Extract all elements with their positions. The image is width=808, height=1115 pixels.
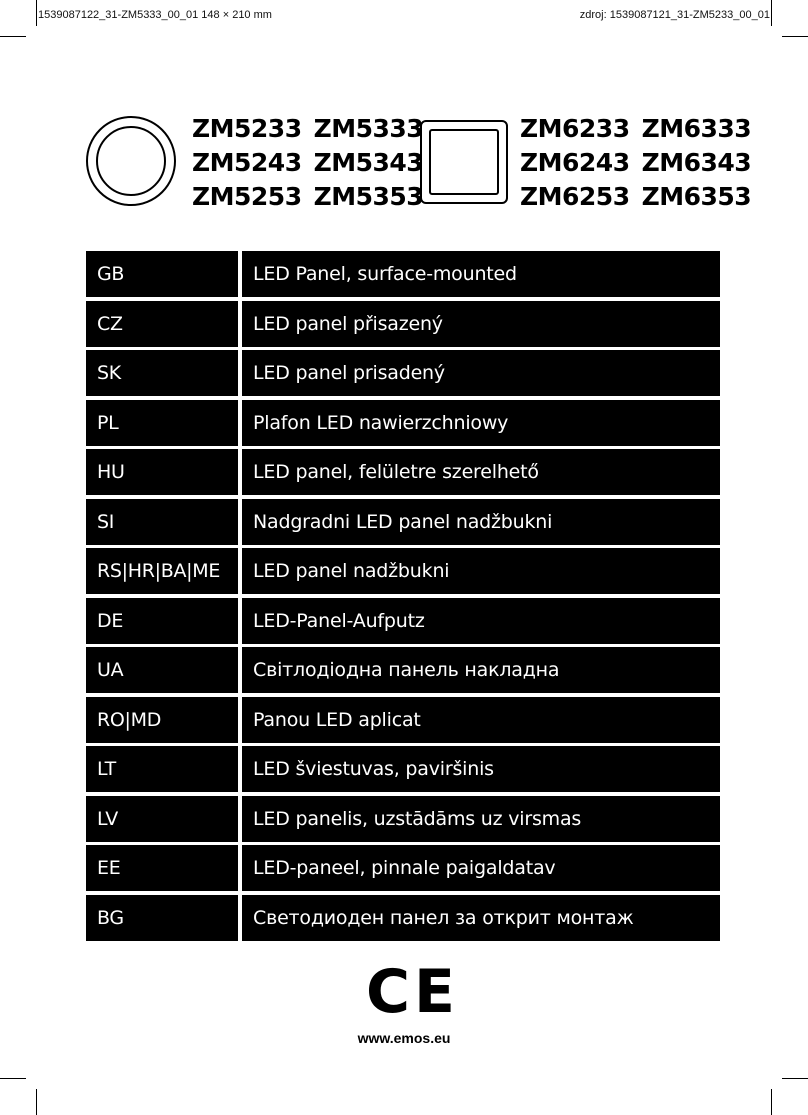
language-code: CZ [86,301,238,347]
product-name: LED-paneel, pinnale paigaldatav [242,845,720,891]
table-row [86,499,720,545]
language-code: SK [86,350,238,396]
product-name: LED šviestuvas, paviršinis [242,746,720,792]
language-table [86,251,720,944]
model-row [192,146,423,180]
product-name: LED-Panel-Aufputz [242,598,720,644]
product-name: Plafon LED nawierzchniowy [242,400,720,446]
model-code: ZM6353 [641,182,752,211]
file-info-left: 1539087122_31-ZM5333_00_01 148 × 210 mm [38,9,272,21]
square-panel-icon [420,120,508,204]
round-model-list [192,112,423,214]
table-row [86,449,720,495]
table-row [86,251,720,297]
table-row [86,350,720,396]
model-row [192,112,423,146]
round-panel-icon [86,116,176,206]
crop-mark [771,1089,772,1115]
product-name: Светодиоден панел за открит монтаж [242,895,720,941]
square-model-list [520,112,751,214]
model-code: ZM5353 [313,182,424,211]
file-info-right: zdroj: 1539087121_31-ZM5233_00_01 [579,9,770,21]
model-row [520,146,751,180]
table-row [86,548,720,594]
table-row [86,400,720,446]
product-name: LED panel přisazený [242,301,720,347]
model-code: ZM6253 [520,182,630,211]
language-code: GB [86,251,238,297]
model-row [520,112,751,146]
model-code: ZM5243 [192,148,302,177]
table-row [86,697,720,743]
product-name: Nadgradni LED panel nadžbukni [242,499,720,545]
language-code: EE [86,845,238,891]
crop-mark [782,36,808,37]
product-name: LED panel prisadený [242,350,720,396]
table-row [86,796,720,842]
model-code: ZM6233 [520,114,630,143]
crop-mark [782,1078,808,1079]
model-row [192,180,423,214]
model-code: ZM5253 [192,182,302,211]
table-row [86,647,720,693]
table-row [86,746,720,792]
language-code: PL [86,400,238,446]
product-name: LED panel nadžbukni [242,548,720,594]
language-code: BG [86,895,238,941]
model-code: ZM6333 [641,114,752,143]
model-row [520,180,751,214]
language-code: RO|MD [86,697,238,743]
table-row [86,845,720,891]
crop-mark [771,0,772,26]
table-row [86,598,720,644]
language-code: DE [86,598,238,644]
model-code: ZM5343 [313,148,424,177]
product-name: LED panelis, uzstādāms uz virsmas [242,796,720,842]
ce-mark: CE [366,957,460,1027]
model-code: ZM6343 [641,148,752,177]
language-code: RS|HR|BA|ME [86,548,238,594]
model-code: ZM5233 [192,114,302,143]
crop-mark [0,1078,26,1079]
product-name: LED Panel, surface-mounted [242,251,720,297]
product-name: Panou LED aplicat [242,697,720,743]
language-code: LV [86,796,238,842]
table-row [86,301,720,347]
crop-mark [36,1089,37,1115]
product-name: Світлодіодна панель накладна [242,647,720,693]
language-code: LT [86,746,238,792]
crop-mark [36,0,37,26]
model-code: ZM5333 [313,114,424,143]
model-code: ZM6243 [520,148,630,177]
language-code: UA [86,647,238,693]
product-name: LED panel, felületre szerelhető [242,449,720,495]
website-link[interactable]: www.emos.eu [357,1030,451,1046]
table-row [86,895,720,941]
product-header [86,112,752,212]
language-code: SI [86,499,238,545]
crop-mark [0,36,26,37]
language-code: HU [86,449,238,495]
